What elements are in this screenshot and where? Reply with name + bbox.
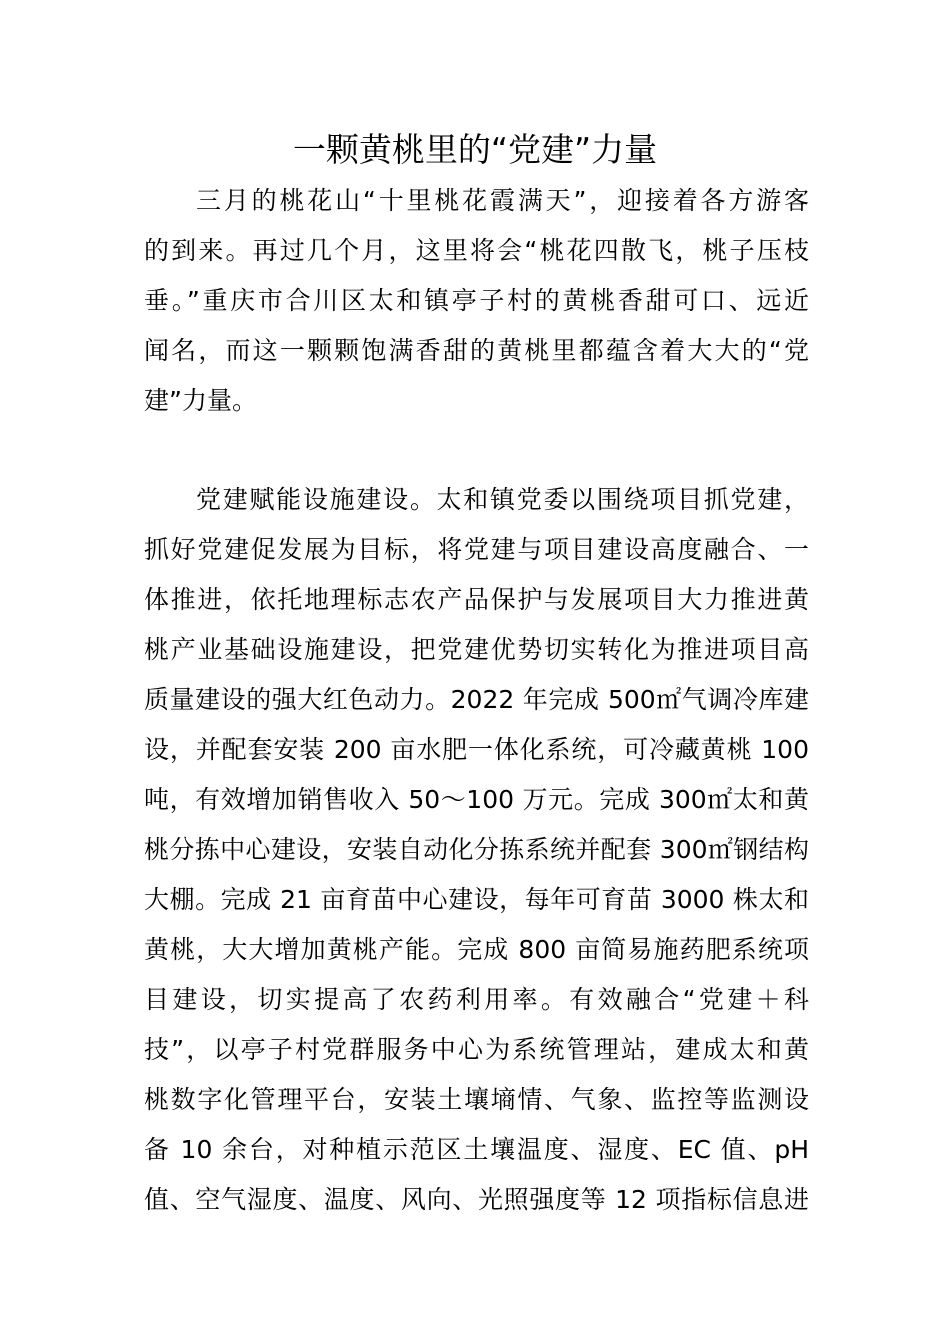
paragraph-line: 闻名，而这一颗颗饱满香甜的黄桃里都蕴含着大大的“党 <box>144 336 809 365</box>
paragraph-line: 黄桃，大大增加黄桃产能。完成 800 亩简易施药肥系统项 <box>144 935 809 964</box>
paragraph-line: 的到来。再过几个月，这里将会“桃花四散飞，桃子压枝 <box>144 236 809 265</box>
paragraph-line: 抓好党建促发展为目标，将党建与项目建设高度融合、一 <box>144 535 809 564</box>
paragraph-line: 质量建设的强大红色动力。2022 年完成 500㎡气调冷库建 <box>144 685 809 714</box>
paragraph-line: 技”，以亭子村党群服务中心为系统管理站，建成太和黄 <box>144 1035 809 1064</box>
paragraph-line: 桃数字化管理平台，安装土壤墒情、气象、监控等监测设 <box>144 1085 809 1114</box>
paragraph-line: 值、空气湿度、温度、风向、光照强度等 12 项指标信息进 <box>144 1185 809 1214</box>
paragraph-line: 大棚。完成 21 亩育苗中心建设，每年可育苗 3000 株太和 <box>144 885 809 914</box>
paragraph-line: 党建赋能设施建设。太和镇党委以围绕项目抓党建， <box>196 485 809 514</box>
paragraph-line: 垂。”重庆市合川区太和镇亭子村的黄桃香甜可口、远近 <box>144 286 809 315</box>
paragraph-line: 建”力量。 <box>144 386 257 415</box>
paragraph-line: 设，并配套安装 200 亩水肥一体化系统，可冷藏黄桃 100 <box>144 735 809 764</box>
paragraph-line: 桃分拣中心建设，安装自动化分拣系统并配套 300㎡钢结构 <box>144 835 809 864</box>
document-title: 一颗黄桃里的“党建”力量 <box>292 130 658 169</box>
paragraph-line: 吨，有效增加销售收入 50～100 万元。完成 300㎡太和黄 <box>144 785 809 814</box>
paragraph-line: 备 10 余台，对种植示范区土壤温度、湿度、EC 值、pH <box>144 1135 809 1164</box>
paragraph-line: 体推进，依托地理标志农产品保护与发展项目大力推进黄 <box>144 585 809 614</box>
paragraph-line: 目建设，切实提高了农药利用率。有效融合“党建＋科 <box>144 985 809 1014</box>
paragraph-line: 三月的桃花山“十里桃花霞满天”，迎接着各方游客 <box>196 186 809 215</box>
paragraph-line: 桃产业基础设施建设，把党建优势切实转化为推进项目高 <box>144 635 809 664</box>
